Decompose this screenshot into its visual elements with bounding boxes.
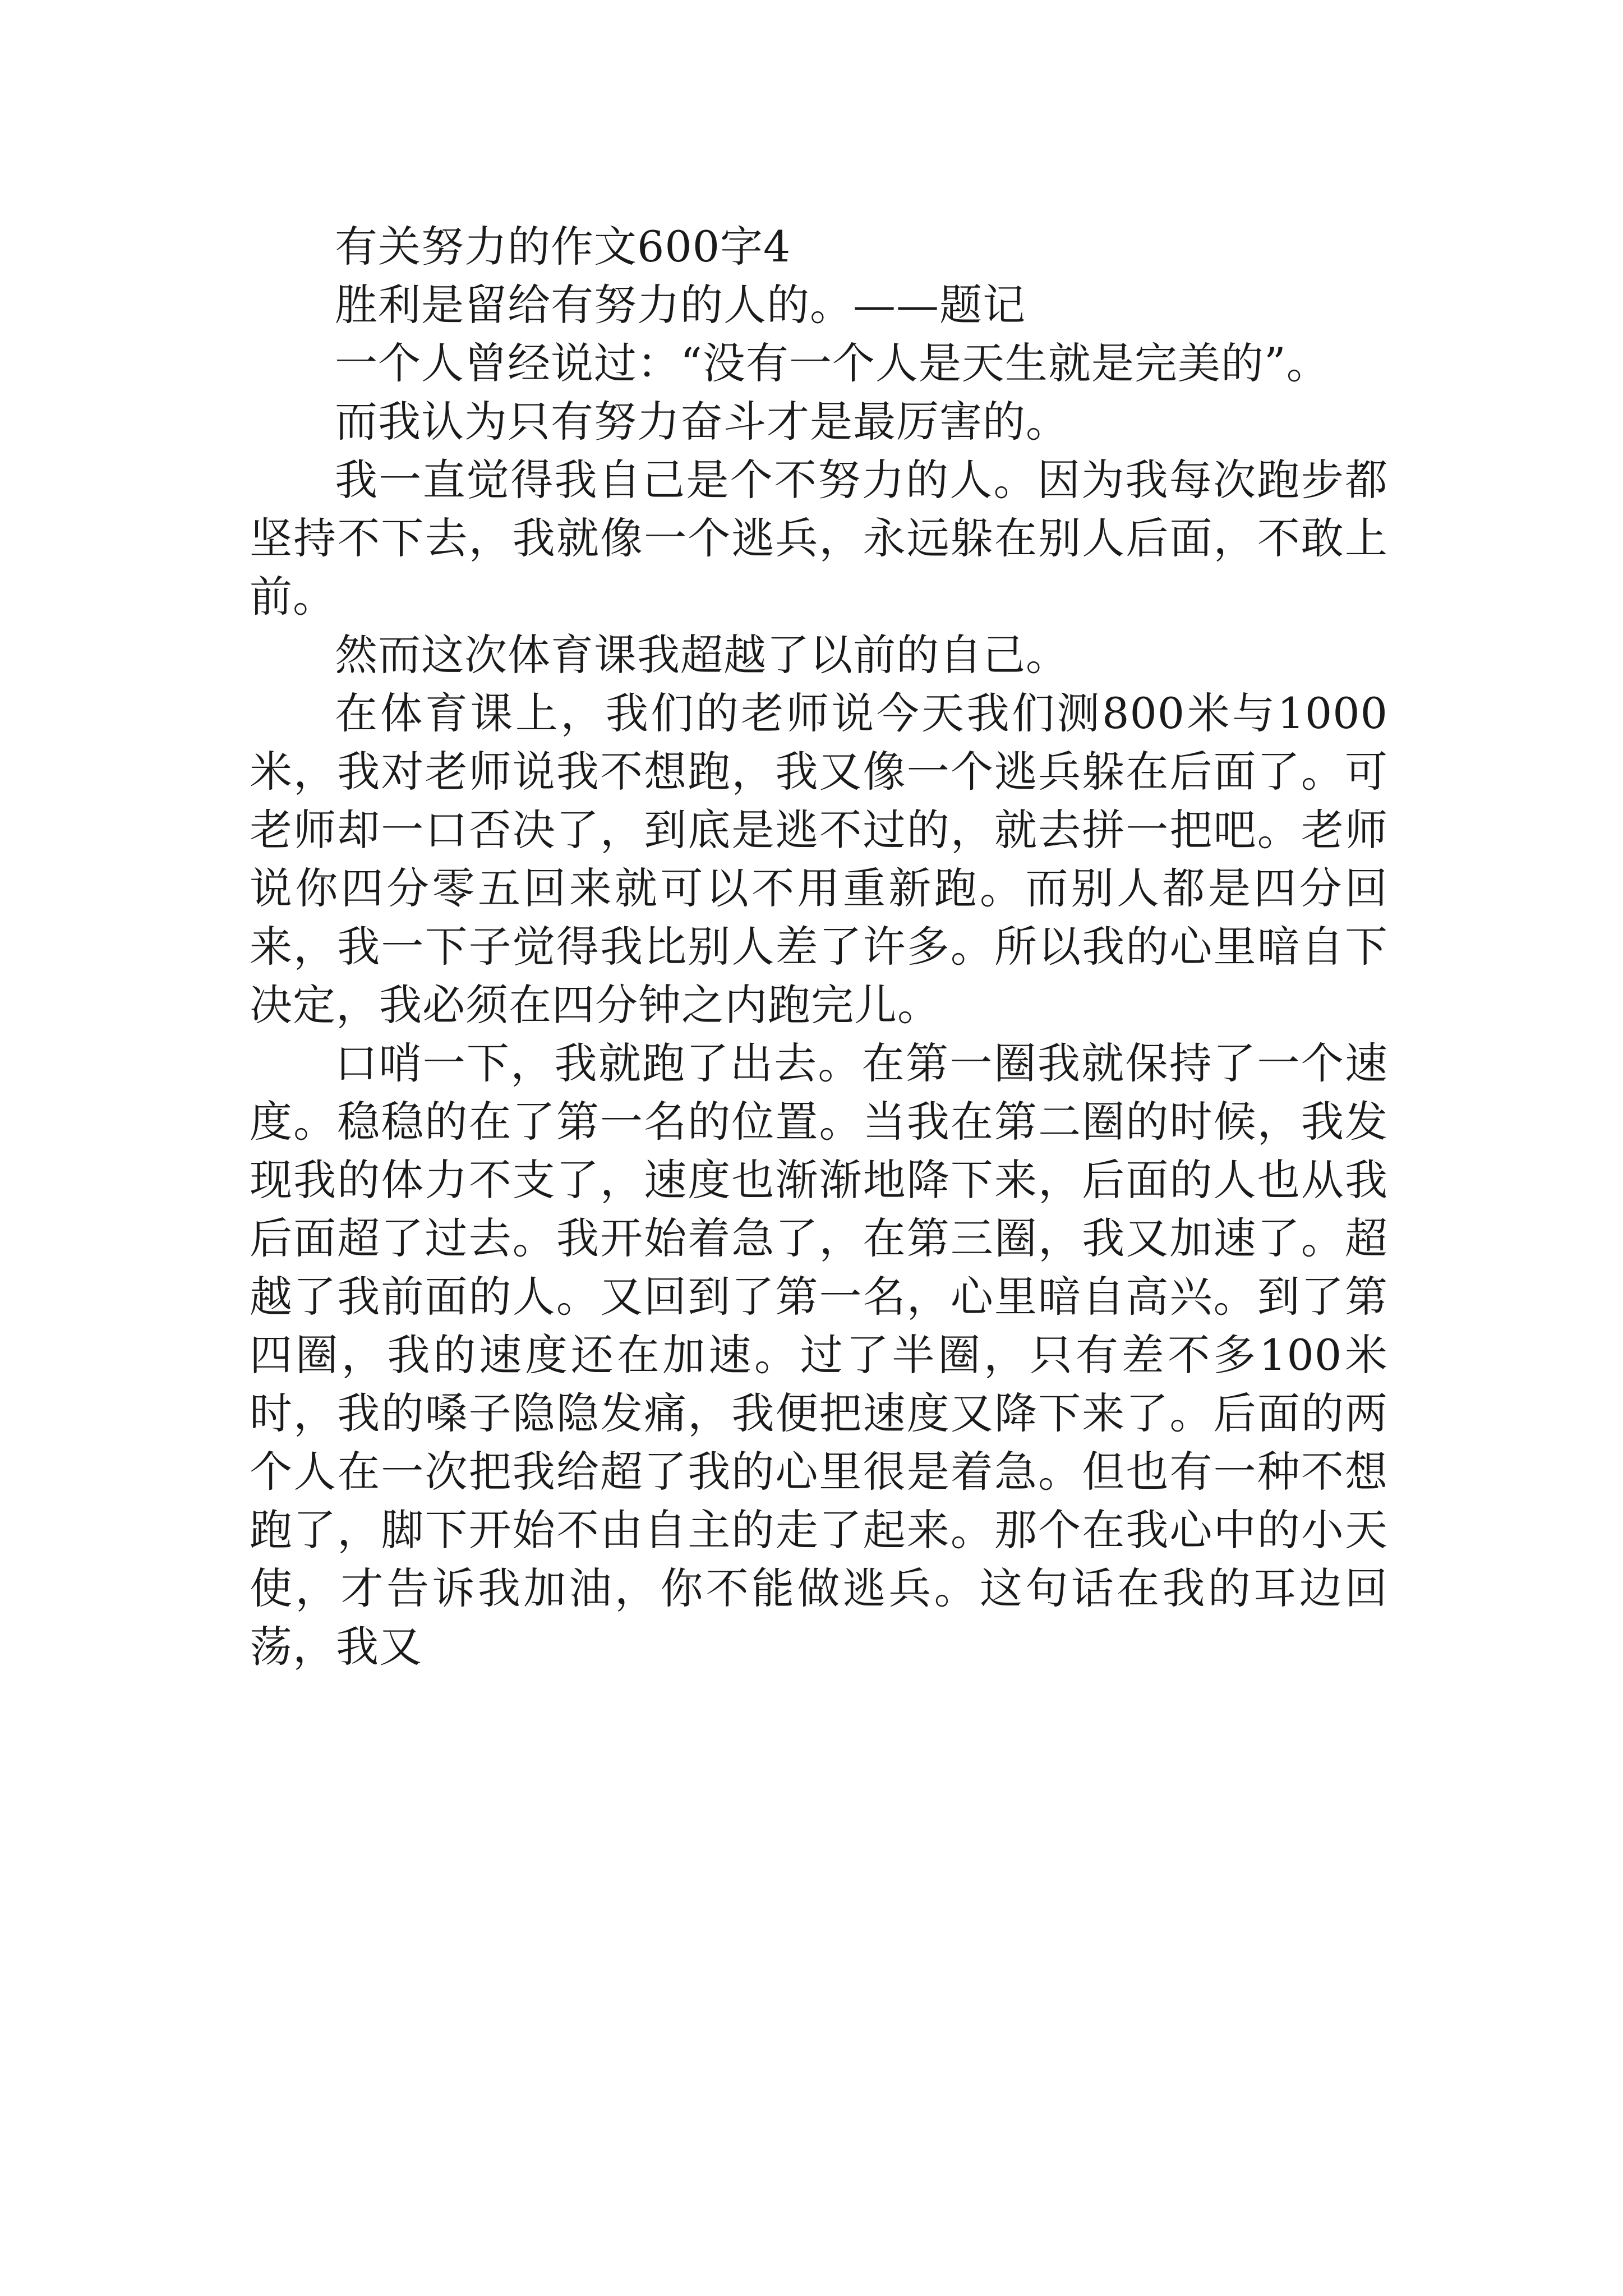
essay-title: 有关努力的作文600字4	[335, 222, 791, 272]
paragraph: 在体育课上，我们的老师说今天我们测800米与1000米，我对老师说我不想跑，我又像一个逃兵躲在后面了。可老师却一口否决了，到底是逃不过的，就去拼一把吧。老师说你四分零五回来就可以不用重新跑。而别人都是四分回来，我一下子觉得我比别人差了许多。所以我的心里暗自下决定，我必须在四分钟之内跑完儿。	[250, 688, 1388, 1030]
paragraph: 口哨一下，我就跑了出去。在第一圈我就保持了一个速度。稳稳的在了第一名的位置。当我在第二圈的时候，我发现我的体力不支了，速度也渐渐地降下来，后面的人也从我后面超了过去。我开始着急了，在第三圈，我又加速了。超越了我前面的人。又回到了第一名，心里暗自高兴。到了第四圈，我的速度还在加速。过了半圈，只有差不多100米时，我的嗓子隐隐发痛，我便把速度又降下来了。后面的两个人在一次把我给超了我的心里很是着急。但也有一种不想跑了，脚下开始不由自主的走了起来。那个在我心中的小天使，才告诉我加油，你不能做逃兵。这句话在我的耳边回荡，我又	[250, 1038, 1388, 1672]
epigraph: 胜利是留给有努力的人的。——题记	[335, 280, 1026, 330]
paragraph: 我一直觉得我自己是个不努力的人。因为我每次跑步都坚持不下去，我就像一个逃兵，永远躲在别人后面，不敢上前。	[250, 455, 1388, 622]
paragraph: 而我认为只有努力奋斗才是最厉害的。	[335, 397, 1069, 447]
paragraph: 一个人曾经说过：“没有一个人是天生就是完美的”。	[335, 338, 1330, 388]
document-body	[250, 218, 1388, 1676]
paragraph: 然而这次体育课我超越了以前的自己。	[335, 630, 1069, 680]
